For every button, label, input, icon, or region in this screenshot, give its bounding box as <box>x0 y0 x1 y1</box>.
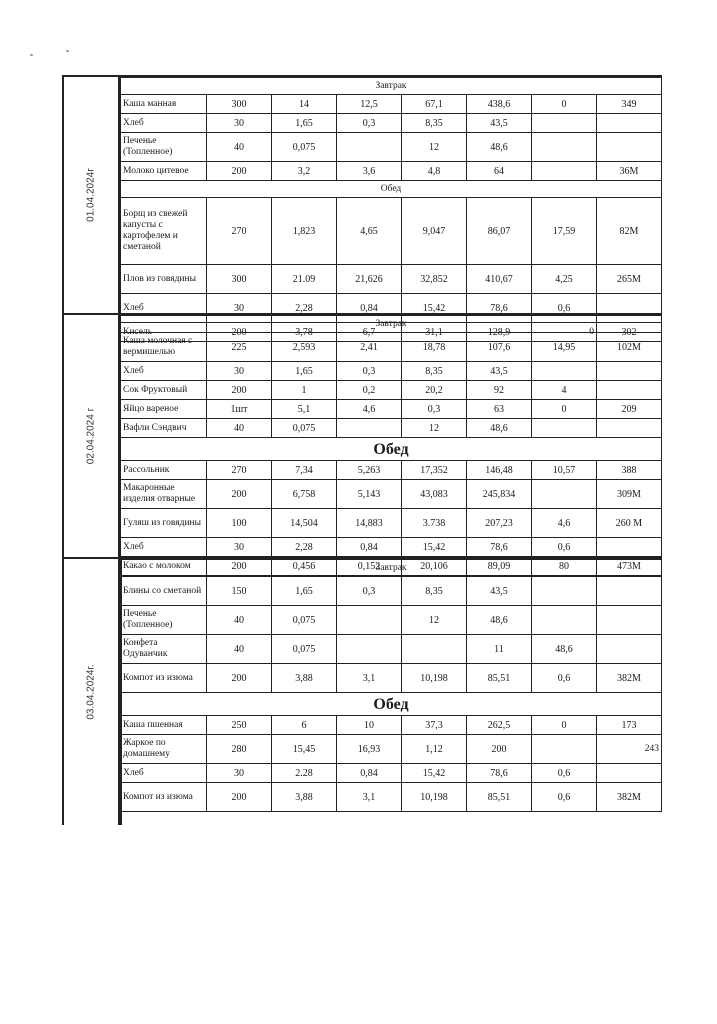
cell: 48,6 <box>467 133 532 162</box>
cell: 20,2 <box>402 381 467 400</box>
cell: 2,41 <box>337 333 402 362</box>
cell: 82М <box>597 198 662 265</box>
cell: 100 <box>207 509 272 538</box>
table-row <box>121 606 662 635</box>
table-row <box>121 265 662 294</box>
cell: 10 <box>337 716 402 735</box>
cell: 8,35 <box>402 577 467 606</box>
cell: 48,6 <box>467 606 532 635</box>
dish-name: Рассольник <box>121 461 207 480</box>
cell: 0,075 <box>272 606 337 635</box>
cell: 80 <box>532 557 597 576</box>
cell: 31,1 <box>402 323 467 342</box>
cell: 6,7 <box>337 323 402 342</box>
dish-name: Конфета Одуванчик <box>121 635 207 664</box>
cell <box>597 577 662 606</box>
cell: 0,6 <box>532 538 597 557</box>
cell: 43,5 <box>467 114 532 133</box>
dish-name: Кисель <box>121 323 207 342</box>
cell: 11 <box>467 635 532 664</box>
cell: 43,5 <box>467 577 532 606</box>
cell: 21.09 <box>272 265 337 294</box>
dish-name: Сок Фруктовый <box>121 381 207 400</box>
cell: 438,6 <box>467 95 532 114</box>
dish-name: Хлеб <box>121 764 207 783</box>
cell: 30 <box>207 114 272 133</box>
cell: 3,6 <box>337 162 402 181</box>
cell: 30 <box>207 538 272 557</box>
cell <box>532 480 597 509</box>
table-row <box>121 480 662 509</box>
cell <box>532 419 597 438</box>
table-row <box>121 198 662 265</box>
day-3-table <box>120 557 662 812</box>
cell: 3,2 <box>272 162 337 181</box>
dish-name: Печенье (Топленное) <box>121 606 207 635</box>
cell: 388 <box>597 461 662 480</box>
cell: 200 <box>207 664 272 693</box>
meal-title: Завтрак <box>121 78 662 95</box>
cell: 0,6 <box>532 764 597 783</box>
cell: 0 <box>532 323 597 342</box>
dish-name: Какао с молоком <box>121 557 207 576</box>
dish-name: Гуляш из говядины <box>121 509 207 538</box>
dish-name: Вафли Сэндвич <box>121 419 207 438</box>
cell: 17,352 <box>402 461 467 480</box>
cell: 3,78 <box>272 323 337 342</box>
cell: 0 <box>532 95 597 114</box>
date-label: 03.04.2024г. <box>85 664 97 720</box>
meal-title: Обед <box>121 693 662 716</box>
cell: 92 <box>467 381 532 400</box>
table-row <box>121 400 662 419</box>
cell: 12 <box>402 606 467 635</box>
table-row <box>121 716 662 735</box>
cell: 3,88 <box>272 664 337 693</box>
cell: 0,3 <box>337 114 402 133</box>
cell: 410,67 <box>467 265 532 294</box>
cell: 0,2 <box>337 381 402 400</box>
cell: 10,198 <box>402 783 467 812</box>
cell: 14,95 <box>532 333 597 362</box>
cell: 3.738 <box>402 509 467 538</box>
cell: 0 <box>532 400 597 419</box>
cell: 382М <box>597 783 662 812</box>
cell: 300 <box>207 95 272 114</box>
dish-name: Компот из изюма <box>121 783 207 812</box>
table-row <box>121 362 662 381</box>
table-row <box>121 133 662 162</box>
table-row <box>121 509 662 538</box>
date-label: 01.04.2024г <box>85 168 97 222</box>
cell: 32,852 <box>402 265 467 294</box>
cell <box>597 764 662 783</box>
meal-title: Обед <box>121 181 662 198</box>
cell: 14,504 <box>272 509 337 538</box>
cell: 12 <box>402 133 467 162</box>
cell: 1 <box>272 381 337 400</box>
cell: 78,6 <box>467 294 532 323</box>
cell: 4,25 <box>532 265 597 294</box>
cell: 5,1 <box>272 400 337 419</box>
dish-name: Блины со сметаной <box>121 577 207 606</box>
cell: 0,3 <box>337 577 402 606</box>
table-row <box>121 381 662 400</box>
cell: 309М <box>597 480 662 509</box>
date-label: 02.04.2024 г <box>85 407 97 465</box>
cell: 0,152 <box>337 557 402 576</box>
cell <box>337 419 402 438</box>
cell <box>597 381 662 400</box>
cell: 14,883 <box>337 509 402 538</box>
cell: 3,1 <box>337 783 402 812</box>
cell: 10,198 <box>402 664 467 693</box>
dish-name: Хлеб <box>121 362 207 381</box>
cell: 30 <box>207 294 272 323</box>
cell <box>532 162 597 181</box>
cell: 1,65 <box>272 114 337 133</box>
cell: 89,09 <box>467 557 532 576</box>
cell: 0,075 <box>272 133 337 162</box>
dish-name: Компот из изюма <box>121 664 207 693</box>
cell: 0,075 <box>272 635 337 664</box>
dish-name: Борщ из свежей капусты с картофелем и сметаной <box>121 198 207 265</box>
cell: 86,07 <box>467 198 532 265</box>
cell: 270 <box>207 461 272 480</box>
date-cell-day-3 <box>62 557 120 825</box>
cell: 48,6 <box>467 419 532 438</box>
cell: 382М <box>597 664 662 693</box>
cell: 2,28 <box>272 294 337 323</box>
table-row <box>121 577 662 606</box>
cell: 280 <box>207 735 272 764</box>
cell: 20,106 <box>402 557 467 576</box>
cell: 40 <box>207 419 272 438</box>
cell: 15,42 <box>402 764 467 783</box>
cell: 43,083 <box>402 480 467 509</box>
cell: 78,6 <box>467 538 532 557</box>
cell: 40 <box>207 606 272 635</box>
cell: 85,51 <box>467 664 532 693</box>
cell: 128,9 <box>467 323 532 342</box>
table-row <box>121 783 662 812</box>
cell: 207,23 <box>467 509 532 538</box>
cell: 37,3 <box>402 716 467 735</box>
cell: 2,593 <box>272 333 337 362</box>
dish-name: Хлеб <box>121 538 207 557</box>
cell: 1,65 <box>272 577 337 606</box>
cell <box>597 362 662 381</box>
meal-title: Завтрак <box>121 316 662 333</box>
cell <box>532 362 597 381</box>
cell: 102М <box>597 333 662 362</box>
cell: 260 М <box>597 509 662 538</box>
cell: 14 <box>272 95 337 114</box>
cell: 225 <box>207 333 272 362</box>
cell: 200 <box>207 381 272 400</box>
table-row <box>121 162 662 181</box>
cell: 270 <box>207 198 272 265</box>
cell: 18,78 <box>402 333 467 362</box>
cell: 16,93 <box>337 735 402 764</box>
speck <box>66 50 69 52</box>
cell <box>597 538 662 557</box>
cell <box>532 735 597 764</box>
cell: 200 <box>467 735 532 764</box>
meal-title: Завтрак <box>121 560 662 577</box>
cell: 21,626 <box>337 265 402 294</box>
cell: 107,6 <box>467 333 532 362</box>
table-row <box>121 735 662 764</box>
dish-name: Каша пшенная <box>121 716 207 735</box>
dish-name: Каша молочная с вермишелью <box>121 333 207 362</box>
cell: 200 <box>207 162 272 181</box>
dish-name: Макаронные изделия отварные <box>121 480 207 509</box>
cell: 17,59 <box>532 198 597 265</box>
cell <box>597 419 662 438</box>
speck <box>30 54 33 56</box>
cell: 4,65 <box>337 198 402 265</box>
table-row <box>121 664 662 693</box>
day-1-table <box>120 75 662 342</box>
table-row <box>121 95 662 114</box>
dish-name: Плов из говядины <box>121 265 207 294</box>
cell: 12,5 <box>337 95 402 114</box>
cell: 0,3 <box>402 400 467 419</box>
cell: 1,12 <box>402 735 467 764</box>
cell: 85,51 <box>467 783 532 812</box>
dish-name: Печенье (Топленное) <box>121 133 207 162</box>
cell: 4 <box>532 381 597 400</box>
cell: 200 <box>207 783 272 812</box>
cell <box>532 606 597 635</box>
dish-name: Хлеб <box>121 114 207 133</box>
dish-name: Хлеб <box>121 294 207 323</box>
cell: 15,42 <box>402 538 467 557</box>
cell: 0,6 <box>532 664 597 693</box>
cell: 200 <box>207 557 272 576</box>
cell: 262,5 <box>467 716 532 735</box>
cell: 4,6 <box>532 509 597 538</box>
cell: 0 <box>532 716 597 735</box>
cell: 1,823 <box>272 198 337 265</box>
cell: 64 <box>467 162 532 181</box>
cell: 173 <box>597 716 662 735</box>
cell: 349 <box>597 95 662 114</box>
cell: 2.28 <box>272 764 337 783</box>
cell: 0,84 <box>337 538 402 557</box>
cell <box>597 635 662 664</box>
cell <box>402 635 467 664</box>
cell: 30 <box>207 764 272 783</box>
cell: 78,6 <box>467 764 532 783</box>
cell <box>597 606 662 635</box>
cell: 6 <box>272 716 337 735</box>
cell: 302 <box>597 323 662 342</box>
cell: 473М <box>597 557 662 576</box>
meal-title: Обед <box>121 438 662 461</box>
cell <box>532 577 597 606</box>
table-row <box>121 538 662 557</box>
cell: 15,45 <box>272 735 337 764</box>
cell: 1шт <box>207 400 272 419</box>
cell: 200 <box>207 323 272 342</box>
cell: 10,57 <box>532 461 597 480</box>
cell: 0,84 <box>337 764 402 783</box>
cell: 63 <box>467 400 532 419</box>
cell: 209 <box>597 400 662 419</box>
cell: 8,35 <box>402 114 467 133</box>
cell <box>532 114 597 133</box>
cell: 43,5 <box>467 362 532 381</box>
dish-name: Молоко цитевое <box>121 162 207 181</box>
date-cell-day-2 <box>62 313 120 559</box>
day-2-table <box>120 313 662 576</box>
table-row <box>121 635 662 664</box>
cell: 40 <box>207 635 272 664</box>
cell <box>597 133 662 162</box>
cell: 150 <box>207 577 272 606</box>
cell: 4,6 <box>337 400 402 419</box>
cell: 0,075 <box>272 419 337 438</box>
cell: 146,48 <box>467 461 532 480</box>
cell: 36М <box>597 162 662 181</box>
cell: 7,34 <box>272 461 337 480</box>
cell: 2,28 <box>272 538 337 557</box>
dish-name: Жаркое по домашнему <box>121 735 207 764</box>
cell: 243 <box>597 735 662 764</box>
cell: 5,263 <box>337 461 402 480</box>
cell: 0,3 <box>337 362 402 381</box>
cell: 4,8 <box>402 162 467 181</box>
cell: 300 <box>207 265 272 294</box>
cell: 9,047 <box>402 198 467 265</box>
cell <box>597 114 662 133</box>
table-row <box>121 333 662 362</box>
cell <box>337 635 402 664</box>
cell: 6,758 <box>272 480 337 509</box>
cell: 1,65 <box>272 362 337 381</box>
cell: 0,456 <box>272 557 337 576</box>
cell: 15,42 <box>402 294 467 323</box>
cell: 30 <box>207 362 272 381</box>
cell: 0,6 <box>532 783 597 812</box>
cell: 12 <box>402 419 467 438</box>
cell: 250 <box>207 716 272 735</box>
cell: 200 <box>207 480 272 509</box>
date-cell-day-1 <box>62 75 120 315</box>
cell: 265М <box>597 265 662 294</box>
menu-document <box>62 70 662 825</box>
dish-name: Каша манная <box>121 95 207 114</box>
cell: 48,6 <box>532 635 597 664</box>
cell: 3,88 <box>272 783 337 812</box>
table-row <box>121 461 662 480</box>
cell: 245,834 <box>467 480 532 509</box>
table-row <box>121 114 662 133</box>
table-row <box>121 419 662 438</box>
cell: 3,1 <box>337 664 402 693</box>
cell: 5,143 <box>337 480 402 509</box>
cell: 0,84 <box>337 294 402 323</box>
cell <box>337 606 402 635</box>
cell <box>532 133 597 162</box>
cell: 8,35 <box>402 362 467 381</box>
scan-specks <box>28 50 78 60</box>
cell: 40 <box>207 133 272 162</box>
cell: 0,6 <box>532 294 597 323</box>
cell <box>337 133 402 162</box>
cell: 67,1 <box>402 95 467 114</box>
dish-name: Яйцо вареное <box>121 400 207 419</box>
table-row <box>121 764 662 783</box>
